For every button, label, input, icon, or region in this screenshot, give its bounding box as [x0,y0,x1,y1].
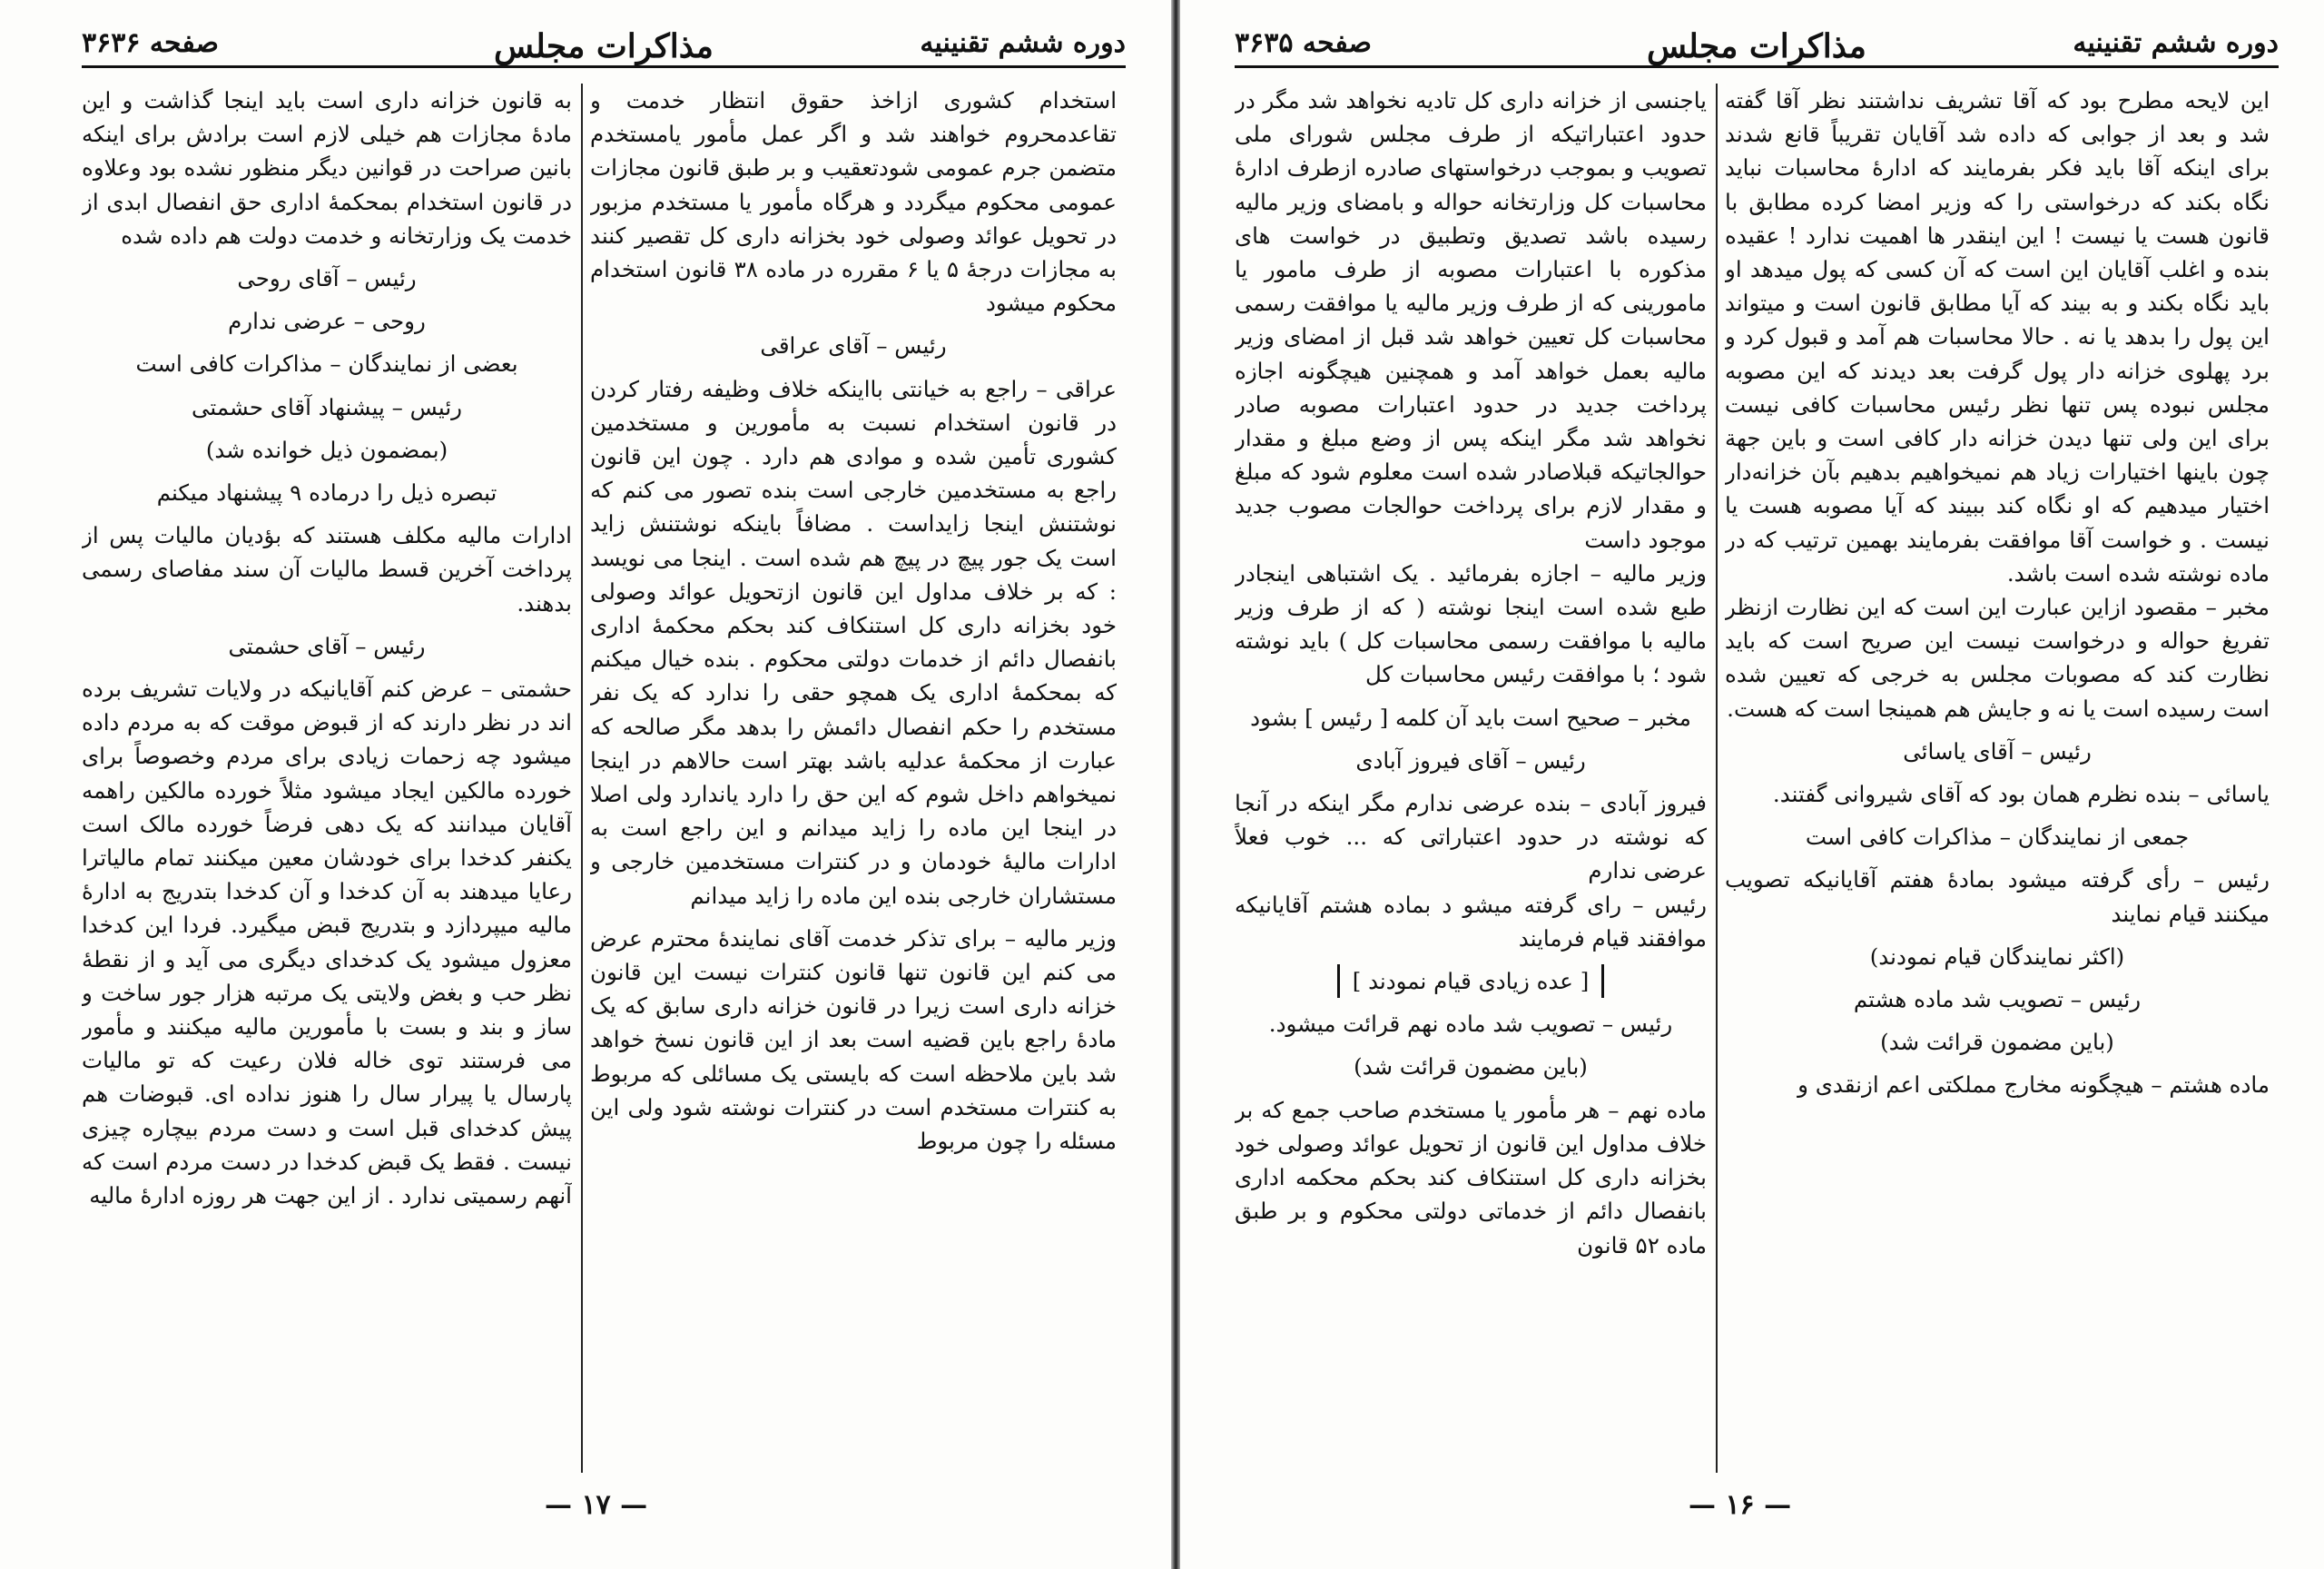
speaker-heading: رئیس – آقای عراقی [760,332,947,360]
paragraph: عراقی – راجع به خیانتی بااینکه خلاف وظیفه رفتار کردن در قانون استخدام نسبت به مأمورین و مستخدمین کشوری تأمین شده و موادی هم دارد . چون این قانون راجع به مستخدمین خارجی است بنده تصور می کنم که نوشتنش اینجا زایداست . مضافاً باینکه نوشتنش زاید است یک جور پیچ در پیچ هم شده است . اینجا می نویسد : که بر خلاف مداول این قانون ازتحویل عوائد وصولی خود بخزانه داری کل استنکاف کند بحکم محکمهٔ اداری بانفصال دائم از خدمات دولتی محکوم . بنده خیال میکنم که بمحکمهٔ اداری یک همچو حقی را ندارد که یک نفر مستخدم را حکم انفصال دائمش را بدهد مگر صالحه که عبارت از محکمهٔ عدلیه باشد بهتر است حالاهم در اینجا نمیخواهم داخل شوم که این حق را دارد یاندارد ولی اصلا در اینجا این ماده را زاید میدانم و این راجع است به ادارات مالیهٔ خودمان و در کنترات مستخدمین خارجی و مستشاران خارجی بنده این ماده را زاید میدانم [590,375,1117,909]
paragraph: وزیر مالیه – برای تذکر خدمت آقای نمایندهٔ محترم عرض می کنم این قانون تنها قانون کنترات نیست این قانون خزانه داری است زیرا در قانون خزانه داری سابق که یک مادهٔ راجع باین قضیه است بعد از این قانون نسخ خواهد شد باین ملاحظه است که بایستی یک مسائلی که مربوط به کنترات مستخدم است در کنترات نوشته شود ولی این مسئله را چون مربوط [590,924,1117,1155]
speaker-heading: رئیس – آقای فیروز آبادی [1355,746,1586,774]
paragraph: فیروز آبادی – بنده عرضی ندارم مگر اینکه در آنجا که نوشته در حدود اعتباراتی که ... خوب فعلاً عرضی ندارم [1235,790,1707,884]
header-title: مذاکرات مجلس [494,27,714,65]
paragraph: یاسائی – بنده نظرم همان بود که آقای شیروانی گفتند. [1772,781,2270,808]
paragraph: یاجنسی از خزانه داری کل تادیه نخواهد شد مگر در حدود اعتباراتیکه از طرف مجلس شورای ملی تصویب و بموجب درخواستهای صادره ازطرف ادارهٔ محاسبات کل وزارتخانه حواله و بامضای وزیر مالیه رسیده باشد تصدیق وتطبیق در خواست های مذکوره با اعتبارات مصوبه از طرف مامور یا مامورینی که از طرف وزیر مالیه یا موافقت رسمی محاسبات کل تعیین خواهد شد قبل از امضای وزیر مالیه بعمل خواهد آمد و همچنین هیچگونه اجازه پرداخت جدید در حدود اعتبارات مصوبه صادر نخواهد شد مگر اینکه پس از وضع مبلغ و مقدار حوالجاتیکه قبلاصادر شده است معلوم شود که مبلغ و مقدار لازم برای پرداخت حوالجات مصوب جدید موجود داست [1235,87,1707,553]
paragraph: رئیس – رای گرفته میشو د بماده هشتم آقایانیکه موافقند قیام فرمایند [1235,891,1707,952]
paragraph: ماده هشتم – هیچگونه مخارج مملکتی اعم ازنقدی و [1797,1071,2270,1099]
speaker-heading: رئیس – آقای یاسائی [1903,737,2092,765]
header-term: دوره ششم تقنینیه [920,27,1126,59]
paragraph: جمعی از نمایندگان – مذاکرات کافی است [1805,824,2190,851]
header-title: مذاکرات مجلس [1647,27,1866,65]
text-column-right [1725,84,2270,1464]
paragraph: حشمتی – عرض کنم آقایانیکه در ولایات تشریف برده اند در نظر دارند که از قبوض موقت که به مردم داده میشود چه زحمات زیادی برای مردم وخصوصاً برای خورده مالکین ایجاد میشود مثلاً خورده مالکین راهمه آقایان میدانند که یک دهی فرضاً خورده مالک است یکنفر کدخدا برای خودشان معین میکنند تمام مالیاترا رعایا میدهند به آن کدخدا و آن کدخدا بتدریج به ادارهٔ مالیه میپردازد و بتدریج قبض میگیرد. فردا این کدخدا معزول میشود یک کدخدای دیگری می آید و از نقطهٔ نظر حب و بغض ولایتی یک مرتبه هزار جور ساخت و ساز و بند و بست با مأمورین مالیه میکنند و مأمور می فرستند توی خاله فلان رعیت که تو مالیات پارسال یا پیرار سال را هنوز نداده ای. قبوضات هم پیش کدخدای قبل است و دست مردم بیچاره چیزی نیست . فقط یک قبض کدخدا در دست مردم است که آنهم رسمیتی ندارد . از این جهت هر روزه ادارهٔ مالیه [82,676,572,1209]
reading-note: (باین مضمون قرائت شد) [1880,1029,2114,1056]
speaker-heading: رئیس – آقای روحی [237,265,417,292]
book-gutter [1171,0,1180,1569]
header-term: دوره ششم تقنینیه [2073,27,2279,59]
speaker-heading: رئیس – تصویب شد ماده هشتم [1853,986,2142,1013]
speaker-heading: رئیس – پیشنهاد آقای حشمتی [192,393,462,420]
vote-note-box: [ عده زیادی قیام نمودند ] [1337,964,1605,998]
header-page-number: صفحه ۳۶۳۶ [82,27,219,59]
page-header [82,24,1126,68]
paragraph: مخبر – مقصود ازاین عبارت این است که این نظارت ازنظر تفریغ حواله و درخواست نیست این صریح است که باید نظارت کند که مصوبات مجلس به خرجی که تعیین شده است رسیده است یا نه و جایش هم همینجا است که هست. [1725,594,2270,722]
column-divider [581,84,583,1473]
text-column-left [1235,84,1707,1464]
vote-note: (اکثر نمایندگان قیام نمودند) [1869,942,2125,970]
header-page-number: صفحه ۳۶۳۵ [1235,27,1372,59]
page-header [1235,24,2279,68]
page-footer-number: — ۱۶ — [1689,1489,1792,1521]
speaker-heading: رئیس – تصویب شد ماده نهم قرائت میشود. [1268,1011,1673,1038]
paragraph: ادارات مالیه مکلف هستند که بؤدیان مالیات پس از پرداخت آخرین قسط مالیات آن سند مفاصای رسمی بدهند. [82,522,572,617]
paragraph: این لایحه مطرح بود که آقا تشریف نداشتند نظر آقا گفته شد و بعد از جوابی که داده شد آقایان تقریباً قانع شدند برای اینکه آقا باید فکر بفرمایند که ادارهٔ محاسبات نباید نگاه بکند که درخواستی را که وزیر امضا کرده مطابق با قانون هست یا نیست ! این اینقدر ها اهمیت ندارد ! عقیده بنده و اغلب آقایان این است که آن کسی که پول میدهد او باید نگاه بکند و به بیند که آیا مطابق قانون است و میتواند این پول را بدهد یا نه . حالا محاسبات هم آمد و قبول کرد و برد پهلوی خزانه دار پول گرفت بعد دیدند که این مصوبه مجلس نبوده پس تنها نظر رئیس محاسبات کافی نیست برای این ولی تنها دیدن خزانه دار کافی است و باین جهة چون باینها اختیارات زیاد هم نمیخواهیم بدهیم بآن خزانه‌دار اختیار میدهیم که او نگاه کند ببیند که آیا مصوبه هست یا نیست . و خواست آقا موافقت بفرمایند بهمین ترتیب که در ماده نوشته شده است باشد. [1725,87,2270,587]
text-column-left [82,84,572,1464]
paragraph: روحی – عرضی ندارم [228,308,426,335]
paragraph: وزیر مالیه – اجازه بفرمائید . یک اشتباهی اینجادر طبع شده است اینجا نوشته ( که از طرف وزیر مالیه با موافقت رسمی محاسبات کل ) باید نوشته شود ؛ با موافقت رئیس محاسبات کل [1235,559,1707,688]
page-footer-number: — ۱۷ — [545,1489,648,1521]
paragraph: به قانون خزانه داری است باید اینجا گذاشت و این مادهٔ مجازات هم خیلی لازم است برادش برای اینکه بانین صراحت در قوانین دیگر منظور نشده بود وعلاوه در قانون استخدام بمحکمهٔ اداری حق انفصال ابدی از خدمت یک وزارتخانه و خدمت دولت هم داده شده [82,87,572,249]
speaker-heading: رئیس – آقای حشمتی [228,632,426,659]
paragraph: استخدام کشوری ازاخذ حقوق انتظار خدمت و تقاعدمحروم خواهند شد و اگر عمل مأمور یامستخدم متضمن جرم عمومی شودتعقیب و بر طبق قانون مجازات عمومی محکوم میگردد و هرگاه مأمور یا مستخدم مزبور در تحویل عوائد وصولی خود بخزانه داری کل تقصیر کنند به مجازات درجهٔ ۵ یا ۶ مقرره در ماده ۳۸ قانون استخدام محکوم میشود [590,87,1117,317]
paragraph: ماده نهم – هر مأمور یا مستخدم صاحب جمع که بر خلاف مداول این قانون از تحویل عوائد وصولی خود بخزانه داری کل استنکاف کند بحکم محکمه اداری بانفصال دائم از خدماتی دولتی محکوم و بر طبق ماده ۵۲ قانون [1235,1096,1707,1258]
page-right [1180,0,2324,1569]
paragraph: بعضی از نمایندگان – مذاکرات کافی است [135,350,518,378]
column-divider [1716,84,1718,1473]
paragraph: رئیس – رأی گرفته میشود بمادهٔ هفتم آقایانیکه تصویب میکنند قیام نمایند [1725,866,2270,927]
reading-note: (باین مضمون قرائت شد) [1354,1053,1588,1081]
reading-note: (بمضمون ذیل خوانده شد) [205,436,448,463]
text-column-right [590,84,1117,1464]
paragraph: تبصره ذیل را درماده ۹ پیشنهاد میکنم [156,479,497,507]
vote-note [1235,964,1707,998]
paragraph: مخبر – صحیح است باید آن کلمه [ رئیس ] بشود [1250,704,1691,731]
